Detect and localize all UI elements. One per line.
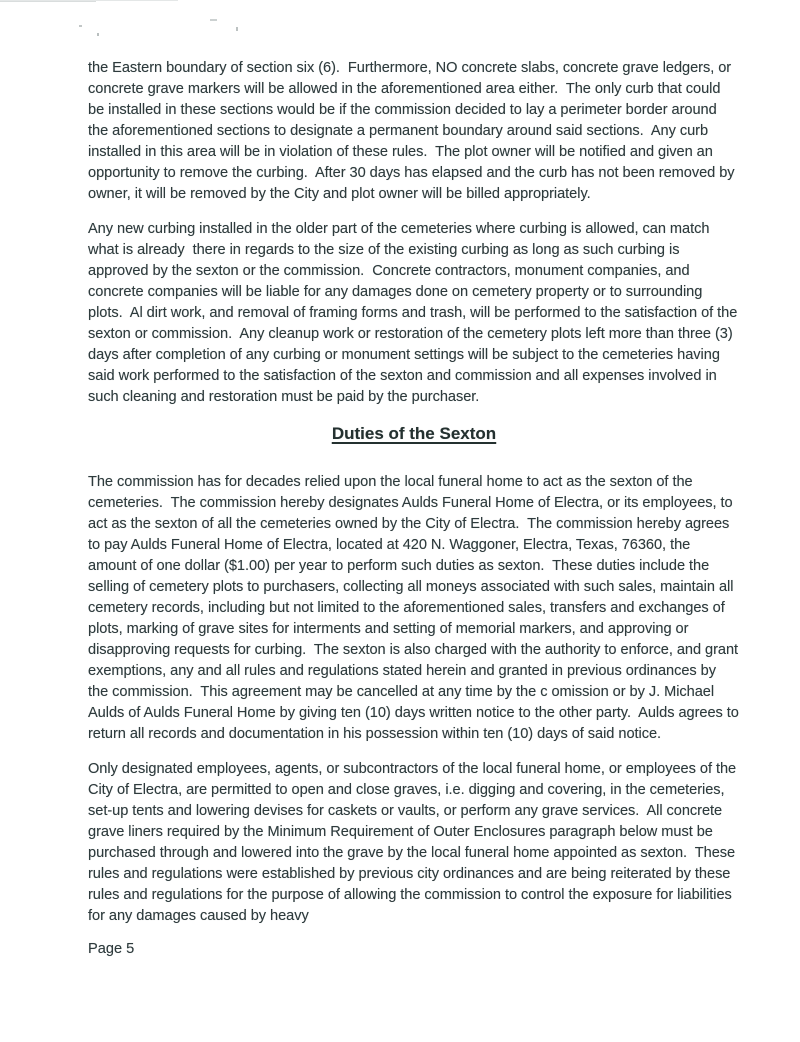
section-heading-duties-of-the-sexton: Duties of the Sexton	[331, 424, 497, 443]
scan-artifact-speck	[79, 25, 82, 27]
scan-artifact-line	[0, 0, 30, 2]
paragraph-curbing-restrictions: the Eastern boundary of section six (6). Furthermore, NO concrete slabs, concrete grave ledgers, or concrete grave markers will be allowed in the aforementioned area either. The only curb that could be installed in these sections would be if the commission decided to lay a perimeter border around the aforementioned sections to designate a permanent boundary around said sections. Any curb installed in this area will be in violation of these rules. The plot owner will be notified and given an opportunity to remove the curbing. After 30 days has elapsed and the curb has not been removed by owner, it will be removed by the City and plot owner will be billed appropriately.	[88, 60, 739, 202]
scan-artifact-speck	[236, 27, 238, 31]
paragraph-sexton-designation: The commission has for decades relied upon the local funeral home to act as the sexton of the cemeteries. The commission hereby designates Aulds Funeral Home of Electra, or its employees, to act as the sexton of all the cemeteries owned by the City of Electra. The commission hereby agrees to pay Aulds Funeral Home of Electra, located at 420 N. Waggoner, Electra, Texas, 76360, the amount of one dollar ($1.00) per year to perform such duties as sexton. These duties include the selling of cemetery plots to purchasers, collecting all moneys associated with such sales, maintain all cemetery records, including but not limited to the aforementioned sales, transfers and exchanges of plots, marking of grave sites for interments and setting of memorial markers, and approving or disapproving requests for curbing. The sexton is also charged with the authority to enforce, and grant exemptions, any and all rules and regulations stated herein and granted in previous ordinances by the commission. This agreement may be cancelled at any time by the c omission or by J. Michael Aulds of Aulds Funeral Home by giving ten (10) days written notice to the other party. Aulds agrees to return all records and documentation in his possession within ten (10) days of said notice.	[88, 474, 743, 742]
paragraph-grave-services: Only designated employees, agents, or subcontractors of the local funeral home, or employees of the City of Electra, are permitted to open and close graves, i.e. digging and covering, in the cemeteries, set-up tents and lowering devises for caskets or vaults, or perform any grave services. All concrete grave liners required by the Minimum Requirement of Outer Enclosures paragraph below must be purchased through and lowered into the grave by the local funeral home appointed as sexton. These rules and regulations were established by previous city ordinances and are being reiterated by these rules and regulations for the purpose of allowing the commission to control the exposure for liabilities for any damages caused by heavy	[88, 761, 741, 924]
scan-artifact-speck	[97, 33, 99, 36]
scan-artifact-line	[0, 0, 96, 2]
document-text-column	[88, 58, 743, 957]
scan-artifact-speck	[210, 19, 217, 21]
scan-artifact-line	[0, 0, 178, 1]
paragraph-new-curbing-rules: Any new curbing installed in the older part of the cemeteries where curbing is allowed, can match what is already there in regards to the size of the existing curbing as long as such curbing is approved by the sexton or the commission. Concrete contractors, monument companies, and concrete companies will be liable for any damages done on cemetery property or to surrounding plots. Al dirt work, and removal of framing forms and trash, will be performed to the satisfaction of the sexton or commission. Any cleanup work or restoration of the cemetery plots left more than three (3) days after completion of any curbing or monument settings will be subject to the cemeteries having said work performed to the satisfaction of the sexton and commission and all expenses involved in such cleaning and restoration must be paid by the purchaser.	[88, 221, 742, 405]
page-number: Page 5	[88, 941, 135, 957]
